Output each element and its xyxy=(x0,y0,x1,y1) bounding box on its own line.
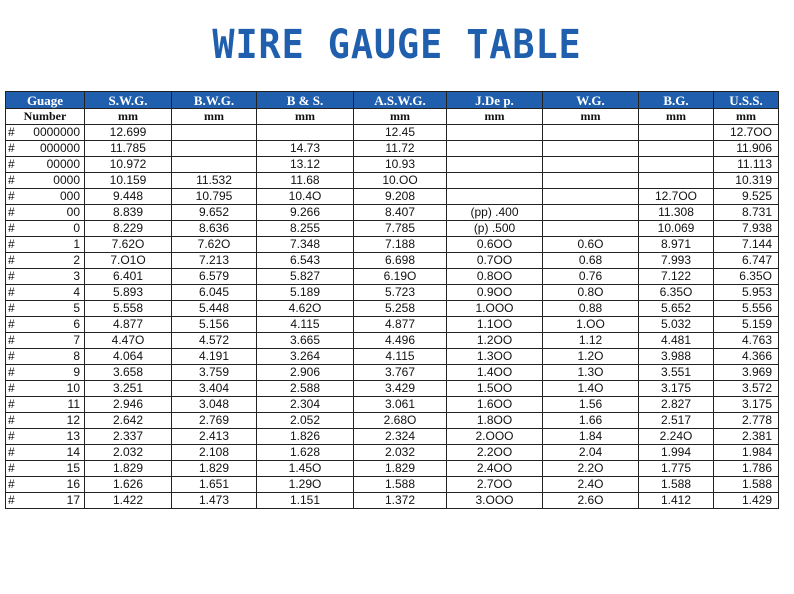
bwg-value: 1.651 xyxy=(172,477,257,493)
swg-value: 7.O1O xyxy=(85,253,172,269)
bwg-value: 1.473 xyxy=(172,493,257,509)
bg-value: 12.7OO xyxy=(639,189,714,205)
aswg-value: 7.188 xyxy=(354,237,447,253)
uss-value: 7.144 xyxy=(714,237,779,253)
uss-value: 12.7OO xyxy=(714,125,779,141)
table-row xyxy=(6,269,779,285)
bs-value: 5.189 xyxy=(257,285,354,301)
bg-value: 2.827 xyxy=(639,397,714,413)
bs-value: 2.906 xyxy=(257,365,354,381)
uss-value: 1.588 xyxy=(714,477,779,493)
bs-value: 6.543 xyxy=(257,253,354,269)
bwg-value: 2.413 xyxy=(172,429,257,445)
aswg-value: 3.061 xyxy=(354,397,447,413)
wg-value xyxy=(543,173,639,189)
bwg-value: 7.213 xyxy=(172,253,257,269)
jdep-value xyxy=(447,157,543,173)
uss-value: 3.175 xyxy=(714,397,779,413)
gauge-prefix: # xyxy=(6,141,18,157)
aswg-value: 2.032 xyxy=(354,445,447,461)
swg-value: 4.47O xyxy=(85,333,172,349)
gauge-prefix: # xyxy=(6,269,18,285)
uss-value: 11.113 xyxy=(714,157,779,173)
gauge-prefix: # xyxy=(6,189,18,205)
gauge-number: 00 xyxy=(18,205,85,221)
jdep-value xyxy=(447,173,543,189)
aswg-value: 5.258 xyxy=(354,301,447,317)
jdep-value: 1.4OO xyxy=(447,365,543,381)
bs-value: 11.68 xyxy=(257,173,354,189)
wg-value: 2.6O xyxy=(543,493,639,509)
bg-value: 2.517 xyxy=(639,413,714,429)
gauge-number: 14 xyxy=(18,445,85,461)
swg-value: 11.785 xyxy=(85,141,172,157)
gauge-number: 0 xyxy=(18,221,85,237)
page-title: WIRE GAUGE TABLE xyxy=(212,22,582,68)
aswg-value: 4.115 xyxy=(354,349,447,365)
bs-value: 1.826 xyxy=(257,429,354,445)
gauge-number: 16 xyxy=(18,477,85,493)
swg-value: 2.032 xyxy=(85,445,172,461)
table-row xyxy=(6,125,779,141)
gauge-number: 3 xyxy=(18,269,85,285)
wg-value: 2.04 xyxy=(543,445,639,461)
gauge-number: 00000 xyxy=(18,157,85,173)
bwg-value xyxy=(172,157,257,173)
aswg-value: 1.372 xyxy=(354,493,447,509)
wg-value: 2.4O xyxy=(543,477,639,493)
gauge-number: 13 xyxy=(18,429,85,445)
table-row xyxy=(6,461,779,477)
unit-mm: mm xyxy=(354,109,447,125)
aswg-value: 1.588 xyxy=(354,477,447,493)
aswg-value: 12.45 xyxy=(354,125,447,141)
wg-value xyxy=(543,157,639,173)
uss-value: 5.556 xyxy=(714,301,779,317)
swg-value: 3.251 xyxy=(85,381,172,397)
gauge-prefix: # xyxy=(6,477,18,493)
bwg-value: 2.769 xyxy=(172,413,257,429)
bg-value: 2.24O xyxy=(639,429,714,445)
gauge-number: 17 xyxy=(18,493,85,509)
wg-value xyxy=(543,125,639,141)
aswg-value: 4.496 xyxy=(354,333,447,349)
jdep-value: 2.2OO xyxy=(447,445,543,461)
bg-value xyxy=(639,141,714,157)
bg-value: 1.994 xyxy=(639,445,714,461)
table-row xyxy=(6,333,779,349)
bg-value: 4.481 xyxy=(639,333,714,349)
gauge-prefix: # xyxy=(6,221,18,237)
bg-value xyxy=(639,125,714,141)
bs-value: 4.115 xyxy=(257,317,354,333)
aswg-value: 5.723 xyxy=(354,285,447,301)
unit-mm: mm xyxy=(447,109,543,125)
gauge-prefix: # xyxy=(6,349,18,365)
gauge-prefix: # xyxy=(6,381,18,397)
bs-value: 7.348 xyxy=(257,237,354,253)
bwg-value: 2.108 xyxy=(172,445,257,461)
swg-value: 12.699 xyxy=(85,125,172,141)
wg-value xyxy=(543,205,639,221)
jdep-value: 1.3OO xyxy=(447,349,543,365)
gauge-prefix: # xyxy=(6,157,18,173)
gauge-prefix: # xyxy=(6,301,18,317)
swg-value: 8.839 xyxy=(85,205,172,221)
aswg-value: 6.19O xyxy=(354,269,447,285)
wg-value: 1.12 xyxy=(543,333,639,349)
bwg-value: 7.62O xyxy=(172,237,257,253)
wire-gauge-table xyxy=(5,91,779,509)
wg-value xyxy=(543,141,639,157)
bg-value: 5.652 xyxy=(639,301,714,317)
gauge-prefix: # xyxy=(6,365,18,381)
swg-value: 3.658 xyxy=(85,365,172,381)
bwg-value: 9.652 xyxy=(172,205,257,221)
bs-value: 1.29O xyxy=(257,477,354,493)
uss-value: 8.731 xyxy=(714,205,779,221)
aswg-value: 10.93 xyxy=(354,157,447,173)
bs-value xyxy=(257,125,354,141)
jdep-value: 2.4OO xyxy=(447,461,543,477)
aswg-value: 10.OO xyxy=(354,173,447,189)
gauge-prefix: # xyxy=(6,253,18,269)
gauge-prefix: # xyxy=(6,125,18,141)
bwg-value: 5.156 xyxy=(172,317,257,333)
column-header-uss: U.S.S. xyxy=(714,92,779,109)
uss-value: 3.572 xyxy=(714,381,779,397)
aswg-value: 7.785 xyxy=(354,221,447,237)
aswg-value: 8.407 xyxy=(354,205,447,221)
gauge-number: 15 xyxy=(18,461,85,477)
table-row xyxy=(6,381,779,397)
wg-value: 1.84 xyxy=(543,429,639,445)
jdep-value: 2.7OO xyxy=(447,477,543,493)
wg-value: 0.88 xyxy=(543,301,639,317)
wg-value: 1.56 xyxy=(543,397,639,413)
table-row xyxy=(6,445,779,461)
bg-value: 7.993 xyxy=(639,253,714,269)
bs-value: 3.665 xyxy=(257,333,354,349)
swg-value: 5.558 xyxy=(85,301,172,317)
jdep-value: (pp) .400 xyxy=(447,205,543,221)
bs-value: 1.151 xyxy=(257,493,354,509)
column-header-bg: B.G. xyxy=(639,92,714,109)
bg-value: 1.588 xyxy=(639,477,714,493)
swg-value: 5.893 xyxy=(85,285,172,301)
table-row xyxy=(6,285,779,301)
uss-value: 9.525 xyxy=(714,189,779,205)
bs-value: 2.588 xyxy=(257,381,354,397)
column-header-bs: B & S. xyxy=(257,92,354,109)
wg-value xyxy=(543,221,639,237)
wg-value: 1.OO xyxy=(543,317,639,333)
swg-value: 1.422 xyxy=(85,493,172,509)
aswg-value: 3.767 xyxy=(354,365,447,381)
bg-value: 11.308 xyxy=(639,205,714,221)
gauge-prefix: # xyxy=(6,493,18,509)
bwg-value: 4.572 xyxy=(172,333,257,349)
bwg-value xyxy=(172,125,257,141)
gauge-prefix: # xyxy=(6,173,18,189)
bg-value: 1.775 xyxy=(639,461,714,477)
jdep-value: 3.OOO xyxy=(447,493,543,509)
aswg-value: 1.829 xyxy=(354,461,447,477)
bg-value xyxy=(639,157,714,173)
gauge-number: 4 xyxy=(18,285,85,301)
swg-value: 10.159 xyxy=(85,173,172,189)
table-row xyxy=(6,493,779,509)
uss-value: 5.953 xyxy=(714,285,779,301)
wg-value: 0.76 xyxy=(543,269,639,285)
jdep-value: 2.OOO xyxy=(447,429,543,445)
gauge-prefix: # xyxy=(6,237,18,253)
bwg-value: 3.048 xyxy=(172,397,257,413)
aswg-value: 11.72 xyxy=(354,141,447,157)
gauge-number: 5 xyxy=(18,301,85,317)
unit-mm: mm xyxy=(639,109,714,125)
gauge-prefix: # xyxy=(6,461,18,477)
table-row xyxy=(6,397,779,413)
table-row xyxy=(6,141,779,157)
table-row xyxy=(6,413,779,429)
swg-value: 2.337 xyxy=(85,429,172,445)
bs-value: 5.827 xyxy=(257,269,354,285)
uss-value: 5.159 xyxy=(714,317,779,333)
gauge-number: 12 xyxy=(18,413,85,429)
gauge-number: 11 xyxy=(18,397,85,413)
bg-value: 6.35O xyxy=(639,285,714,301)
aswg-value: 2.324 xyxy=(354,429,447,445)
bwg-value: 3.759 xyxy=(172,365,257,381)
bs-value: 8.255 xyxy=(257,221,354,237)
bwg-value: 5.448 xyxy=(172,301,257,317)
aswg-value: 9.208 xyxy=(354,189,447,205)
uss-value: 6.35O xyxy=(714,269,779,285)
gauge-number: 10 xyxy=(18,381,85,397)
bs-value: 3.264 xyxy=(257,349,354,365)
jdep-value: 1.OOO xyxy=(447,301,543,317)
bg-value: 3.175 xyxy=(639,381,714,397)
jdep-value xyxy=(447,125,543,141)
uss-value: 1.786 xyxy=(714,461,779,477)
jdep-value: 0.6OO xyxy=(447,237,543,253)
gauge-prefix: # xyxy=(6,445,18,461)
column-header-swg: S.W.G. xyxy=(85,92,172,109)
swg-value: 6.401 xyxy=(85,269,172,285)
uss-value: 4.763 xyxy=(714,333,779,349)
swg-value: 9.448 xyxy=(85,189,172,205)
jdep-value: 1.8OO xyxy=(447,413,543,429)
jdep-value: 0.8OO xyxy=(447,269,543,285)
unit-mm: mm xyxy=(85,109,172,125)
swg-value: 2.642 xyxy=(85,413,172,429)
table-row xyxy=(6,429,779,445)
gauge-number: 9 xyxy=(18,365,85,381)
wg-value: 0.6O xyxy=(543,237,639,253)
table-row xyxy=(6,365,779,381)
bwg-value: 11.532 xyxy=(172,173,257,189)
aswg-value: 2.68O xyxy=(354,413,447,429)
table-row xyxy=(6,253,779,269)
table-header-row xyxy=(6,92,779,109)
wg-value: 1.2O xyxy=(543,349,639,365)
bwg-value: 6.045 xyxy=(172,285,257,301)
gauge-prefix: # xyxy=(6,285,18,301)
bg-value: 7.122 xyxy=(639,269,714,285)
bwg-value: 4.191 xyxy=(172,349,257,365)
wg-value: 1.66 xyxy=(543,413,639,429)
gauge-number: 8 xyxy=(18,349,85,365)
uss-value: 4.366 xyxy=(714,349,779,365)
jdep-value xyxy=(447,141,543,157)
bg-value: 3.988 xyxy=(639,349,714,365)
bs-value: 2.052 xyxy=(257,413,354,429)
swg-value: 2.946 xyxy=(85,397,172,413)
table-row xyxy=(6,189,779,205)
uss-value: 1.429 xyxy=(714,493,779,509)
jdep-value: (p) .500 xyxy=(447,221,543,237)
unit-mm: mm xyxy=(257,109,354,125)
unit-mm: mm xyxy=(714,109,779,125)
table-row xyxy=(6,157,779,173)
swg-value: 1.829 xyxy=(85,461,172,477)
column-header-aswg: A.S.W.G. xyxy=(354,92,447,109)
gauge-number: 6 xyxy=(18,317,85,333)
jdep-value: 1.5OO xyxy=(447,381,543,397)
uss-value: 6.747 xyxy=(714,253,779,269)
bwg-value: 6.579 xyxy=(172,269,257,285)
wg-value xyxy=(543,189,639,205)
jdep-value: 0.7OO xyxy=(447,253,543,269)
swg-value: 7.62O xyxy=(85,237,172,253)
swg-value: 8.229 xyxy=(85,221,172,237)
uss-value: 3.969 xyxy=(714,365,779,381)
gauge-number: 000 xyxy=(18,189,85,205)
gauge-number: 7 xyxy=(18,333,85,349)
bg-value: 1.412 xyxy=(639,493,714,509)
table-row xyxy=(6,317,779,333)
bg-value xyxy=(639,173,714,189)
bs-value: 2.304 xyxy=(257,397,354,413)
gauge-prefix: # xyxy=(6,413,18,429)
uss-value: 7.938 xyxy=(714,221,779,237)
gauge-prefix: # xyxy=(6,397,18,413)
column-header-gauge: Guage xyxy=(6,92,85,109)
jdep-value: 1.2OO xyxy=(447,333,543,349)
uss-value: 2.381 xyxy=(714,429,779,445)
gauge-number: 1 xyxy=(18,237,85,253)
swg-value: 10.972 xyxy=(85,157,172,173)
aswg-value: 6.698 xyxy=(354,253,447,269)
bs-value: 1.628 xyxy=(257,445,354,461)
gauge-number: 0000 xyxy=(18,173,85,189)
jdep-value xyxy=(447,189,543,205)
jdep-value: 0.9OO xyxy=(447,285,543,301)
bs-value: 10.4O xyxy=(257,189,354,205)
column-header-jdep: J.De p. xyxy=(447,92,543,109)
table-row xyxy=(6,237,779,253)
gauge-number: 2 xyxy=(18,253,85,269)
table-row xyxy=(6,349,779,365)
table-row xyxy=(6,477,779,493)
table-row xyxy=(6,301,779,317)
table-row xyxy=(6,173,779,189)
gauge-prefix: # xyxy=(6,333,18,349)
gauge-prefix: # xyxy=(6,317,18,333)
swg-value: 4.877 xyxy=(85,317,172,333)
table-row xyxy=(6,221,779,237)
gauge-prefix: # xyxy=(6,429,18,445)
bwg-value: 3.404 xyxy=(172,381,257,397)
gauge-number: 000000 xyxy=(18,141,85,157)
column-header-wg: W.G. xyxy=(543,92,639,109)
table-row xyxy=(6,205,779,221)
jdep-value: 1.6OO xyxy=(447,397,543,413)
uss-value: 10.319 xyxy=(714,173,779,189)
aswg-value: 4.877 xyxy=(354,317,447,333)
column-header-bwg: B.W.G. xyxy=(172,92,257,109)
uss-value: 11.906 xyxy=(714,141,779,157)
uss-value: 1.984 xyxy=(714,445,779,461)
unit-number: Number xyxy=(6,109,85,125)
bg-value: 10.069 xyxy=(639,221,714,237)
bwg-value: 8.636 xyxy=(172,221,257,237)
swg-value: 1.626 xyxy=(85,477,172,493)
bg-value: 5.032 xyxy=(639,317,714,333)
swg-value: 4.064 xyxy=(85,349,172,365)
bwg-value xyxy=(172,141,257,157)
gauge-prefix: # xyxy=(6,205,18,221)
bs-value: 9.266 xyxy=(257,205,354,221)
uss-value: 2.778 xyxy=(714,413,779,429)
unit-mm: mm xyxy=(543,109,639,125)
jdep-value: 1.1OO xyxy=(447,317,543,333)
wg-value: 0.68 xyxy=(543,253,639,269)
unit-mm: mm xyxy=(172,109,257,125)
table-units-row xyxy=(6,109,779,125)
bg-value: 8.971 xyxy=(639,237,714,253)
wg-value: 1.4O xyxy=(543,381,639,397)
bg-value: 3.551 xyxy=(639,365,714,381)
bs-value: 13.12 xyxy=(257,157,354,173)
bwg-value: 1.829 xyxy=(172,461,257,477)
bs-value: 14.73 xyxy=(257,141,354,157)
aswg-value: 3.429 xyxy=(354,381,447,397)
wg-value: 2.2O xyxy=(543,461,639,477)
wg-value: 0.8O xyxy=(543,285,639,301)
bs-value: 1.45O xyxy=(257,461,354,477)
bs-value: 4.62O xyxy=(257,301,354,317)
bwg-value: 10.795 xyxy=(172,189,257,205)
gauge-number: 0000000 xyxy=(18,125,85,141)
wg-value: 1.3O xyxy=(543,365,639,381)
